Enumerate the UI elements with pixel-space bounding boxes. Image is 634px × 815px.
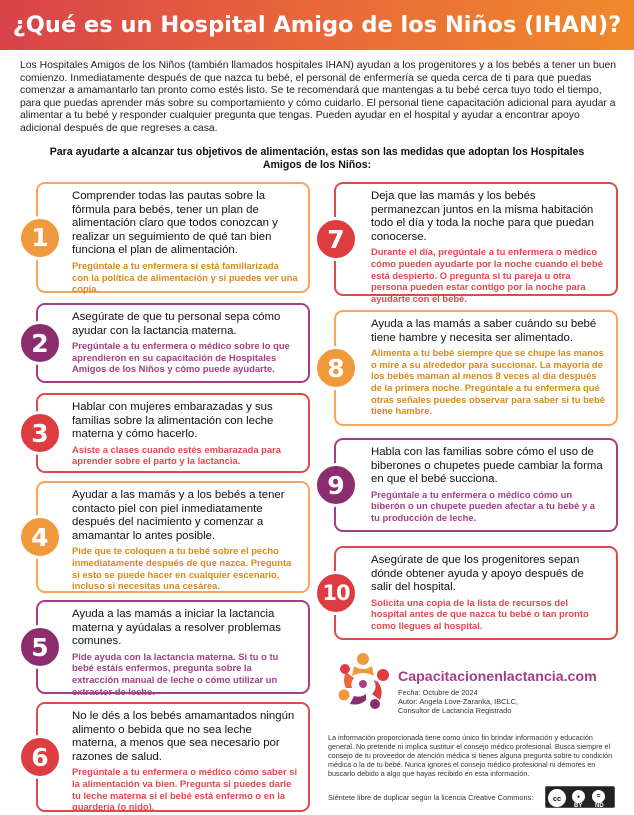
family-circle-logo-icon <box>334 650 392 712</box>
step-card <box>36 182 310 293</box>
step-title: Hablar con mujeres embarazadas y sus familias sobre la alimentación con leche materna y cómo hacerlo. <box>72 401 274 441</box>
attribution-icon: ● <box>572 790 585 803</box>
step-title: Asegúrate de que los progenitores sepan dónde obtener ayuda y apoyo después de salir del hospital. <box>371 554 584 594</box>
disclaimer: La información proporcionada tiene como único fin brindar información y educación general. No pretende ni implica sustituir el consejo médico profesional. Busca siempre el consejo de tu proveedor de atención médica si tienes alguna pregunta sobre tu condición médica o la de tu bebé. Nunca ignores el consejo médico profesional ni demores en buscarlo debido a algo que hayas recibido en esta información. <box>328 733 613 778</box>
step-number-badge: 10 <box>314 571 358 615</box>
brand-meta <box>398 688 518 716</box>
step-card <box>334 310 618 426</box>
step-number-badge: 3 <box>18 411 62 455</box>
step-8 <box>314 310 618 426</box>
by-label: BY <box>574 803 583 809</box>
cc-icon: cc <box>548 789 566 807</box>
step-title: Ayuda a las mamás a saber cuándo su bebé tiene hambre y necesita ser alimentado. <box>371 318 597 344</box>
step-4 <box>18 481 310 593</box>
step-7 <box>314 182 618 304</box>
step-tip: Asiste a clases cuando estés embarazada para aprender sobre el parto y la lactancia. <box>72 443 281 467</box>
step-9 <box>314 438 618 532</box>
step-card <box>36 303 310 383</box>
step-tip: Solicita una copia de la lista de recursos del hospital antes de que nazca tu bebé o tan pronto como llegues al hospital. <box>371 596 589 631</box>
brand-name: Capacitacionenlactancia.com <box>398 669 597 685</box>
license-text: Siéntete libre de duplicar según la licencia Creative Commons: <box>328 793 534 802</box>
step-card <box>36 702 310 812</box>
step-tip: Pide ayuda con la lactancia materna. Si tu o tu bebé estáis enfermos, pregunta sobre la extracción manual de leche o cómo utilizar un extractor de leche. <box>72 650 279 697</box>
step-card <box>334 546 618 640</box>
step-tip: Pide que te coloquen a tu bebé sobre el pecho inmediatamente después de que nazca. Pregunta si esto se puede hacer en cualquier escenario, incluso si necesitas una cesárea. <box>72 545 292 592</box>
step-5 <box>18 600 310 697</box>
step-number-badge: 5 <box>18 625 62 669</box>
step-title: Ayudar a las mamás y a los bebés a tener contacto piel con piel inmediatamente después del nacimiento y comenzar a amamantar lo antes posible. <box>72 489 285 542</box>
steps-lead: Para ayudarte a alcanzar tus objetivos de alimentación, estas son las medidas que adoptan los Hospitales Amigos de los Niños: <box>49 146 585 171</box>
step-card <box>36 481 310 593</box>
step-6 <box>18 702 310 812</box>
step-number-badge: 1 <box>18 216 62 260</box>
page-title: ¿Qué es un Hospital Amigo de los Niños (IHAN)? <box>12 12 622 38</box>
step-number-badge: 2 <box>18 321 62 365</box>
step-card <box>36 393 310 473</box>
step-title: Habla con las familias sobre cómo el uso de biberones o chupetes puede cambiar la forma en que el bebé succiona. <box>371 446 603 486</box>
step-number-badge: 7 <box>314 217 358 261</box>
step-2 <box>18 303 310 383</box>
step-tip: Durante el día, pregúntale a tu enfermera o médico cómo pueden ayudarte por la noche cuando el bebé está despierto. O pregunta si tu pareja u otra persona pueden estar contigo por la noche para ayudarte con el bebé. <box>371 246 603 304</box>
step-title: No le dés a los bebés amamantados ningún alimento o bebida que no sea leche materna, a menos que sea necesario por razones de salud. <box>72 710 295 763</box>
step-tip: Pregúntale a tu enfermera o médico cómo un biberón o un chupete pueden afectar a tu bebé y a tu producción de leche. <box>371 488 595 523</box>
step-tip: Alimenta a tu bebé siempre que se chupe las manos o mire a su alrededor para succionar. La mayoría de los bebés maman al menos 8 veces al día después de la primera noche. Pregúntale a tu enfermera qué otras señales puedes observar para saber si tu bebé tiene hambre. <box>371 347 605 417</box>
step-10 <box>314 546 618 640</box>
nd-label: ND <box>595 803 604 809</box>
step-number-badge: 8 <box>314 346 358 390</box>
step-tip: Pregúntale a tu enfermera o médico sobre lo que aprendieron en su capacitación de Hospitales Amigos de los Niños y cómo puede ayudarte. <box>72 340 290 375</box>
step-1 <box>18 182 310 293</box>
step-tip: Pregúntale a tu enfermera si está familiarizada con la política de alimentación y si puedes ver una copia. <box>72 259 298 295</box>
step-card <box>334 182 618 304</box>
step-tip: Pregúntale a tu enfermera o médico cómo saber si la alimentación va bien. Pregunta si puedes darle tu leche materna si el bebé está enfermo o en la guardería (o nido). <box>72 766 298 813</box>
step-title: Deja que las mamás y los bebés permanezcan juntos en la misma habitación todo el día y toda la noche para que puedan conocerse. <box>371 190 594 243</box>
step-title: Ayuda a las mamás a iniciar la lactancia materna y ayúdalas a resolver problemas comunes. <box>72 608 281 648</box>
author-name: Autor: Angela Love-Zaranka, IBCLC, <box>398 697 518 707</box>
author-role: Consultor de Lactancia Registrado <box>398 706 512 716</box>
step-number-badge: 9 <box>314 463 358 507</box>
step-number-badge: 4 <box>18 515 62 559</box>
header-banner <box>0 0 634 50</box>
step-title: Asegúrate de que tu personal sepa cómo ayudar con la lactancia materna. <box>72 311 281 337</box>
intro-paragraph: Los Hospitales Amigos de los Niños (también llamados hospitales IHAN) ayudan a los progenitores y a los bebés a tener un buen comienzo. Inmediatamente después de que nazca tu bebé, el personal de enfermería se queda cerca de ti para que puedas comenzar a amamantarlo tan pronto como estés listo. Se te recomendará que mantengas a tu bebé cerca tuyo todo el tiempo, para que puedas aprender más sobre su comportamiento y cómo cuidarlo. El personal tiene capacitación adicional para ayudar a alimentar a tu bebé y responder cualquier pregunta que tengas. Pueden ayudar en el hospital y ayudar a encontrar apoyo adicional después de que regreses a casa. <box>20 60 617 134</box>
step-card <box>334 438 618 532</box>
no-derivatives-icon: = <box>592 790 605 803</box>
step-3 <box>18 393 310 473</box>
step-number-badge: 6 <box>18 735 62 779</box>
step-card <box>36 600 310 697</box>
creative-commons-badge[interactable] <box>545 786 615 808</box>
step-title: Comprender todas las pautas sobre la fórmula para bebés, tener un plan de alimentación claro que todos conozcan y realizar un seguimiento de qué tan bien funciona el plan de alimentación. <box>72 190 278 257</box>
publication-date: Fecha: Octubre de 2024 <box>398 688 478 697</box>
